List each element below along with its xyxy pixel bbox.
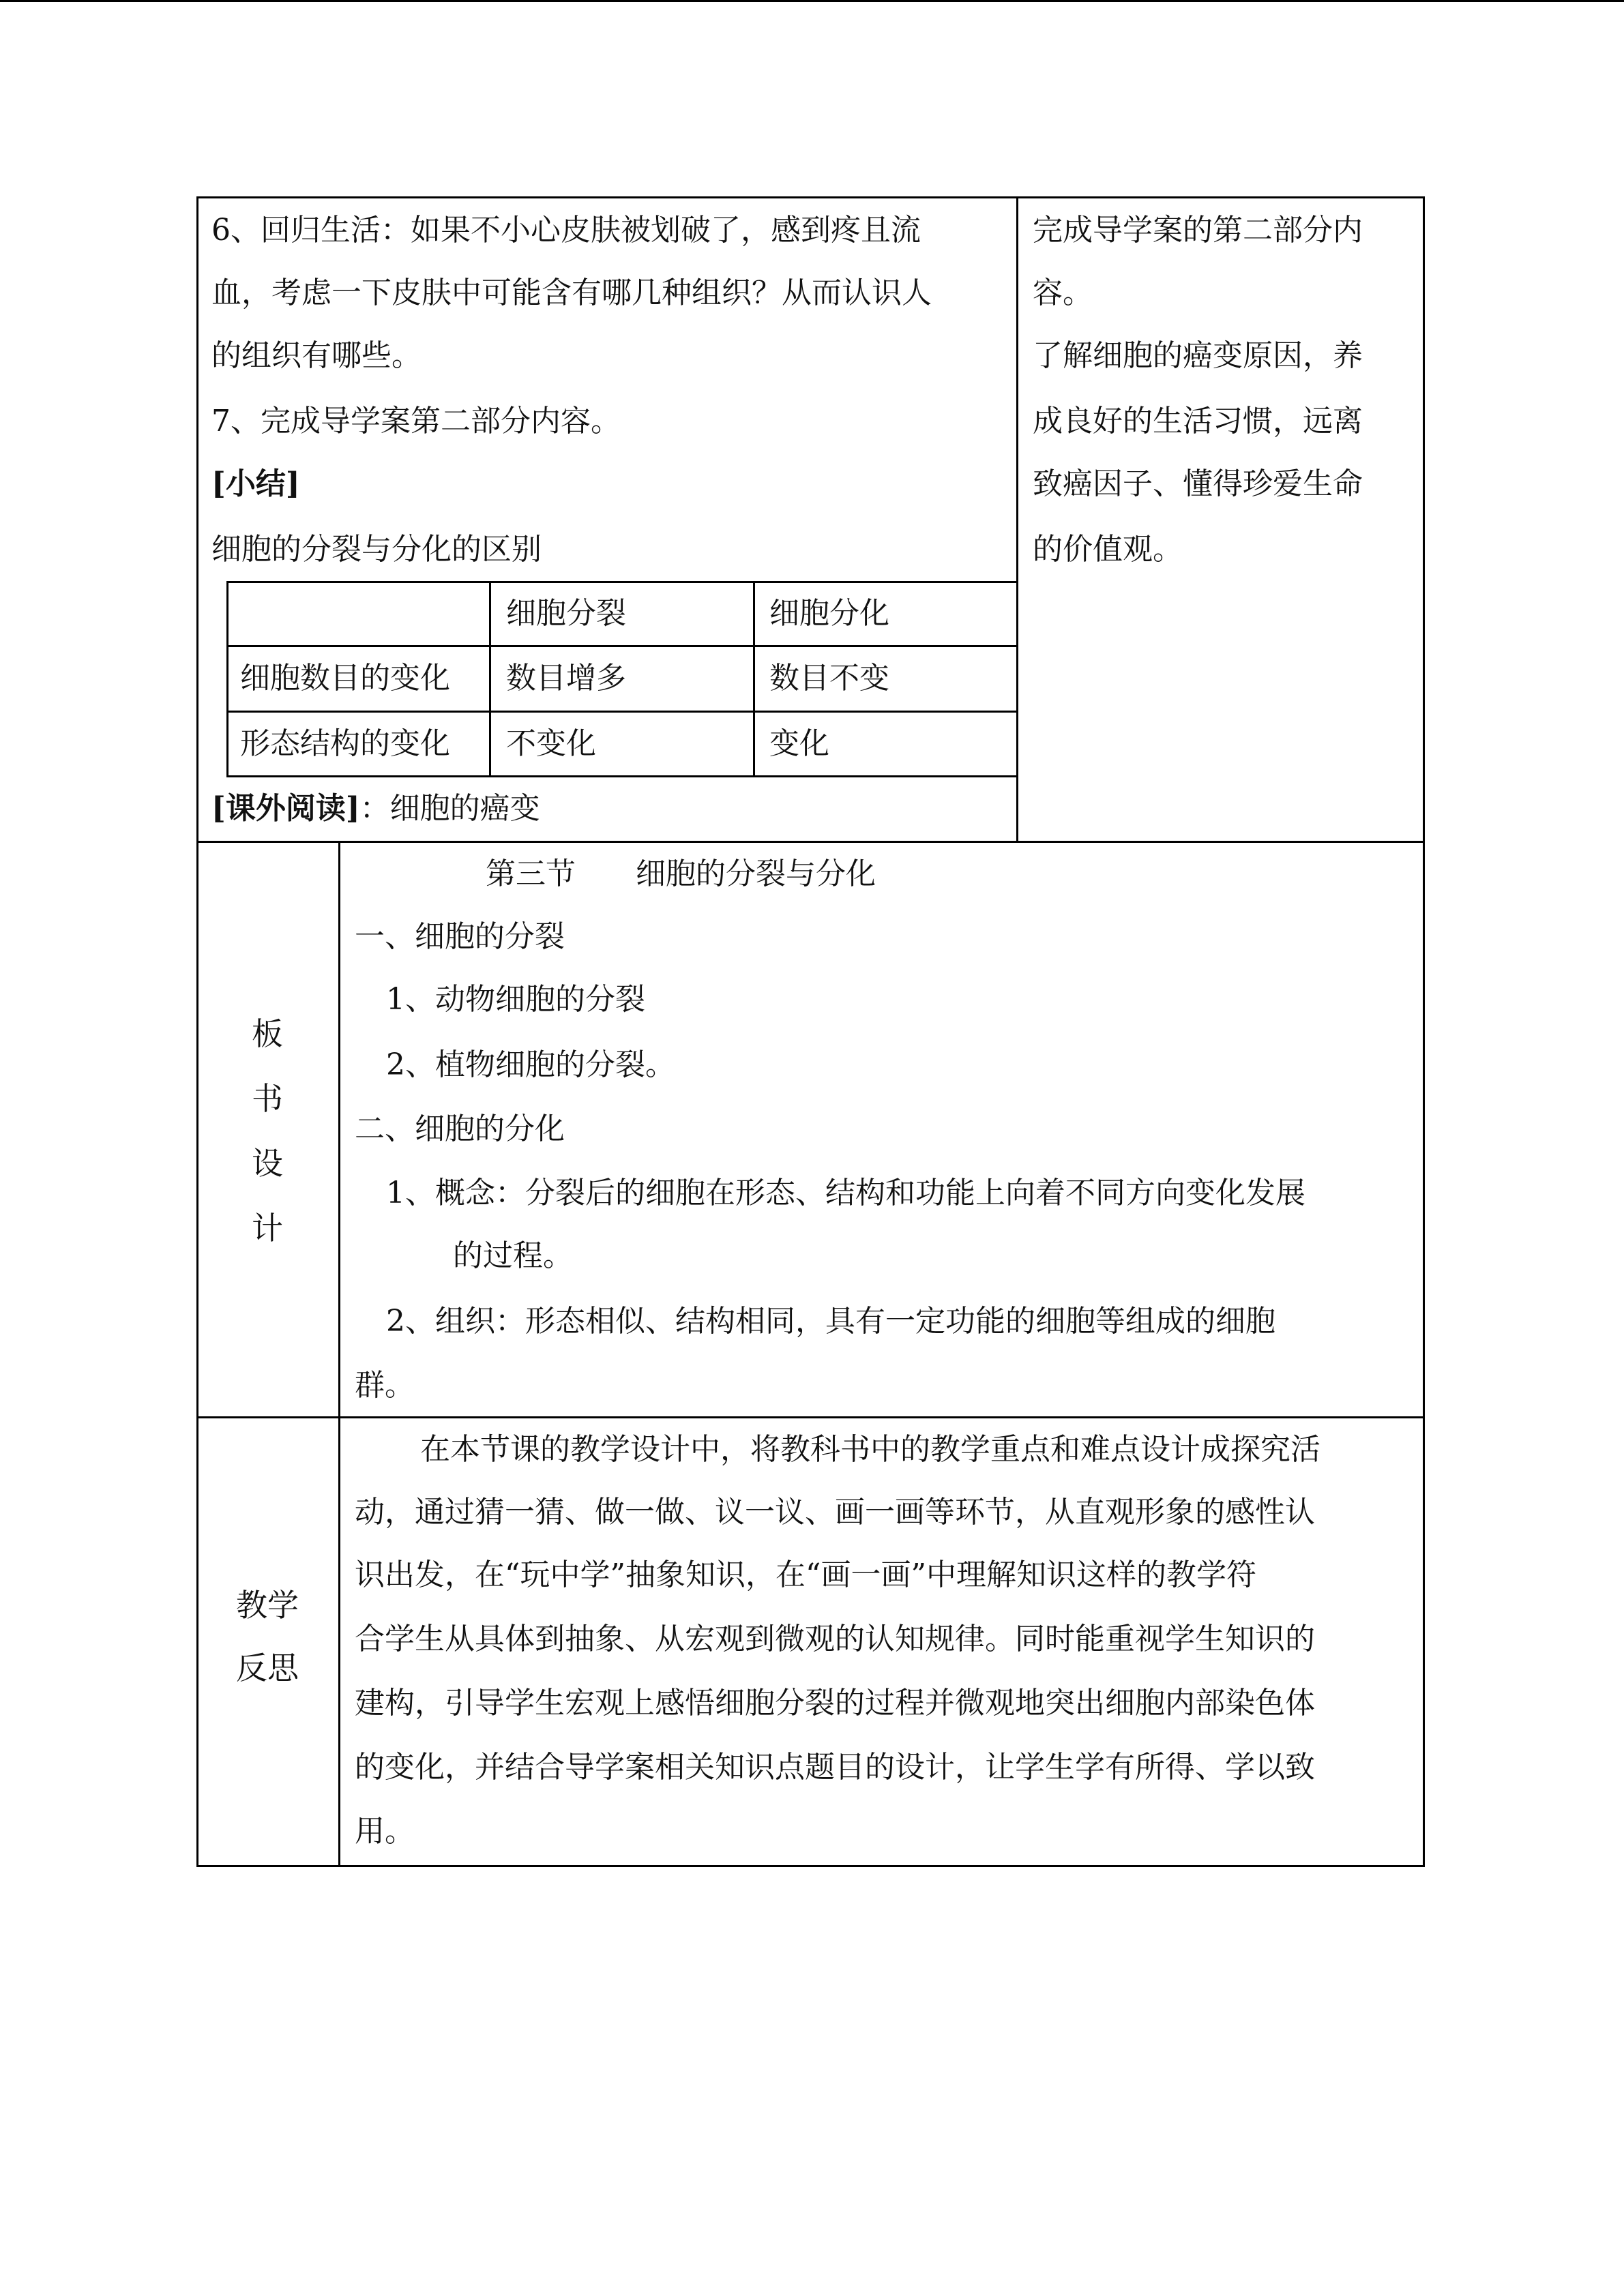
table-top-border [196, 196, 1425, 198]
activity-6-line-1: 6、回归生活：如果不小心皮肤被划破了，感到疼且流 [211, 213, 921, 248]
student-activity-line-1: 完成导学案的第二部分内 [1033, 213, 1363, 248]
reflection-line-4: 合学生从具体到抽象、从宏观到微观的认知规律。同时能重视学生知识的 [355, 1622, 1315, 1656]
student-activity-line-5: 致癌因子、懂得珍爱生命 [1033, 466, 1363, 501]
extra-reading-text: ：细胞的癌变 [359, 791, 540, 826]
compare-caption: 细胞的分裂与分化的区别 [211, 532, 542, 567]
board-design-line-2: 1、动物细胞的分裂 [386, 982, 645, 1017]
compare-row-2-division: 不变化 [506, 726, 596, 761]
reflection-line-3: 识出发，在“玩中学”抽象知识，在“画一画”中理解知识这样的教学符 [355, 1557, 1256, 1592]
board-design-label-char-4: 计 [252, 1210, 283, 1247]
compare-row-1-label: 细胞数目的变化 [240, 661, 450, 696]
reflection-label-line-1: 教学 [236, 1587, 299, 1624]
board-design-line-1: 一、细胞的分裂 [355, 919, 565, 954]
reflection-line-1: 在本节课的教学设计中，将教科书中的教学重点和难点设计成探究活 [420, 1432, 1320, 1467]
board-design-line-7: 2、组织：形态相似、结构相同，具有一定功能的细胞等组成的细胞 [386, 1304, 1275, 1339]
student-activity-line-6: 的价值观。 [1033, 532, 1183, 567]
compare-table-left [226, 581, 228, 777]
label-column-divider [338, 841, 340, 1867]
board-design-label-char-1: 板 [252, 1015, 283, 1052]
compare-row-1-differentiation: 数目不变 [769, 661, 889, 696]
student-activity-line-4: 成良好的生活习惯，远离 [1033, 404, 1363, 438]
reflection-line-7: 用。 [355, 1814, 415, 1849]
reflection-line-2: 动，通过猜一猜、做一做、议一议、画一画等环节，从直观形象的感性认 [355, 1495, 1315, 1530]
table-right-border [1423, 196, 1425, 1867]
compare-row-1-division: 数目增多 [506, 661, 626, 696]
reflection-line-6: 的变化，并结合导学案相关知识点题目的设计，让学生学有所得、学以致 [355, 1750, 1315, 1785]
extra-reading-label: [课外阅读] [211, 791, 360, 826]
reflection-label-line-2: 反思 [236, 1650, 299, 1686]
board-design-line-3: 2、植物细胞的分裂。 [386, 1047, 675, 1082]
student-activity-line-3: 了解细胞的癌变原因，养 [1033, 338, 1363, 373]
page-top-border [0, 0, 1624, 2]
compare-row-2-differentiation: 变化 [769, 726, 829, 761]
reflection-line-5: 建构，引导学生宏观上感悟细胞分裂的过程并微观地突出细胞内部染色体 [355, 1686, 1315, 1720]
board-design-line-6: 的过程。 [453, 1238, 573, 1273]
board-design-label-char-3: 设 [252, 1145, 283, 1182]
activity-7: 7、完成导学案第二部分内容。 [211, 404, 621, 438]
activity-6-line-3: 的组织有哪些。 [211, 338, 422, 373]
board-design-line-5: 1、概念：分裂后的细胞在形态、结构和功能上向着不同方向变化发展 [386, 1176, 1305, 1210]
compare-header-division: 细胞分裂 [506, 596, 626, 631]
board-design-label-char-2: 书 [252, 1080, 283, 1117]
summary-heading: [小结] [211, 466, 300, 501]
column-divider-top [1016, 196, 1018, 843]
compare-table-col-1 [489, 581, 491, 777]
student-activity-line-2: 容。 [1033, 275, 1093, 310]
compare-row-2-label: 形态结构的变化 [240, 726, 450, 761]
extra-reading [211, 777, 540, 840]
board-design-title: 第三节 细胞的分裂与分化 [486, 856, 876, 891]
board-design-line-4: 二、细胞的分化 [355, 1112, 565, 1146]
table-bottom-border [196, 1865, 1425, 1867]
compare-table-col-2 [753, 581, 755, 777]
board-design-line-8: 群。 [355, 1368, 415, 1403]
activity-6-line-2: 血，考虑一下皮肤中可能含有哪几种组织？从而认识人 [211, 275, 932, 310]
compare-header-differentiation: 细胞分化 [769, 596, 889, 631]
table-left-border [196, 196, 198, 1867]
